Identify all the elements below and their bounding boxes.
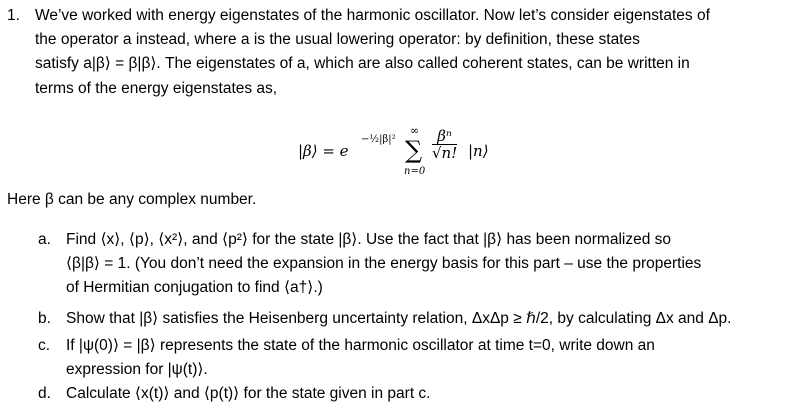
part-a-line-2: ⟨β|β⟩ = 1. (You don’t need the expansion in the energy basis for this part – use the properties (66, 255, 702, 272)
intro-line-2: the operator a instead, where a is the usual lowering operator: by definition, these states (35, 31, 640, 48)
part-d-label: d. (38, 385, 51, 402)
part-d-line-1: Calculate ⟨x(t)⟩ and ⟨p(t)⟩ for the state given in part c. (66, 385, 431, 402)
equation-lhs: |β⟩ = e (298, 142, 349, 160)
part-c-line-1: If |ψ(0)⟩ = |β⟩ represents the state of the harmonic oscillator at time t=0, write down an (66, 337, 655, 354)
part-c-line-2: expression for |ψ(t)⟩. (66, 361, 208, 378)
intro-line-3: satisfy a|β⟩ = β|β⟩. The eigenstates of a, which are also called coherent states, can be written in (35, 55, 690, 72)
sum-upper-limit: ∞ (410, 124, 420, 137)
summation-symbol: ∑ (405, 136, 423, 164)
problem-number: 1. (7, 7, 20, 24)
here-line: Here β can be any complex number. (7, 191, 257, 208)
part-a-label: a. (38, 231, 51, 248)
intro-line-4: terms of the energy eigenstates as, (35, 80, 278, 97)
intro-line-1: We’ve worked with energy eigenstates of the harmonic oscillator. Now let’s consider eigenstates of (35, 7, 710, 24)
fraction-denominator: √n! (432, 144, 458, 162)
equation-fraction (432, 128, 457, 161)
part-b-label: b. (38, 310, 51, 327)
sum-lower-limit: n=0 (404, 166, 426, 177)
equation-ket: |n⟩ (468, 142, 489, 160)
part-a-line-1: Find ⟨x⟩, ⟨p⟩, ⟨x²⟩, and ⟨p²⟩ for the state |β⟩. Use the fact that |β⟩ has been normalized so (66, 231, 672, 248)
equation-exponent: −½|β|² (361, 134, 396, 145)
coherent-state-equation (298, 124, 528, 178)
part-b-line-1: Show that |β⟩ satisfies the Heisenberg uncertainty relation, ΔxΔp ≥ ℏ/2, by calculating Δx and Δp. (66, 310, 732, 327)
part-a-line-3: of Hermitian conjugation to find ⟨a†⟩.) (66, 279, 323, 296)
part-c-label: c. (38, 337, 51, 354)
fraction-numerator: βⁿ (432, 128, 457, 145)
